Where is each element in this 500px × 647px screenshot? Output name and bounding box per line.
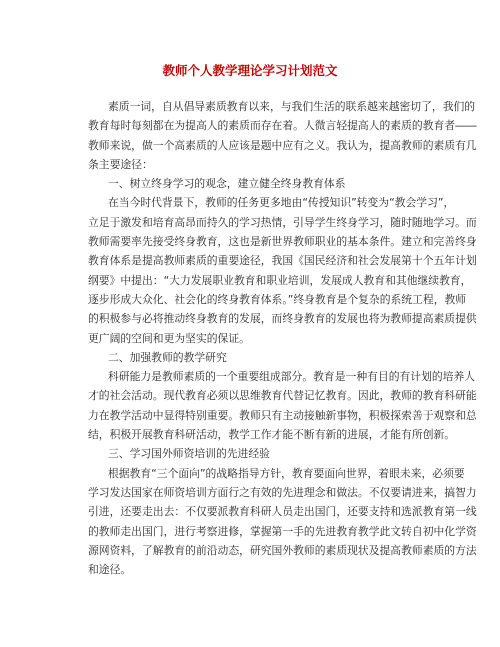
document-body bbox=[88, 97, 477, 579]
text-line: 结，积极开展教育科研活动，教学工作才能不断有新的进展，才能有所创新。 bbox=[88, 428, 456, 442]
text-line: 三、学习国外师资培训的先进经验 bbox=[108, 447, 270, 461]
text-line: 纲要》中提出：“大力发展职业教育和职业培训，发展成人教育和其他继续教育， bbox=[88, 273, 472, 287]
text-line: 的积极参与必将推动终身教育的发展，而终身教育的发展也将为教师提高素质提供 bbox=[88, 312, 477, 326]
text-line: 力在教学活动中显得特别重要。教师只有主动接触新事物，积极探索善于观察和总 bbox=[88, 408, 477, 422]
document-title: 教师个人教学理论学习计划范文 bbox=[162, 63, 338, 78]
text-line: 的教师走出国门，进行考察进修，掌握第一手的先进教育教学此文转自初中化学资 bbox=[88, 524, 477, 538]
text-line: 源网资料，了解教育的前沿动态，研究国外教师的素质现状及提高教师素质的方法 bbox=[88, 543, 477, 557]
text-line: 更广阔的空间和更为坚实的保证。 bbox=[88, 331, 250, 345]
text-line: 根据教育“三个面向”的战略指导方针，教育要面向世界，着眼未来，必须要 bbox=[108, 466, 465, 480]
text-line: 条主要途径： bbox=[88, 157, 153, 171]
text-line: 二、加强教师的教学研究 bbox=[108, 350, 227, 364]
text-line: 立足于激发和培育高昂而持久的学习热情，引导学生终身学习，随时随地学习。而 bbox=[88, 215, 477, 229]
text-line: 教育每时每刻都在为提高人的素质而存在着。人微言轻提高人的素质的教育者―― bbox=[88, 119, 477, 133]
text-line: 学习发达国家在师资培训方面行之有效的先进理念和做法。不仅要请进来，搞智力 bbox=[88, 485, 477, 499]
text-line: 和途径。 bbox=[88, 563, 132, 577]
text-line: 才的社会活动。现代教育必须以思维教育代替记忆教育。因此，教师的教育科研能 bbox=[88, 389, 477, 403]
text-line: 教师需要率先接受终身教育，这也是新世界教师职业的基本条件。建立和完善终身 bbox=[88, 235, 477, 249]
text-line: 教育体系是提高教师素质的重要途径，我国《国民经济和社会发展第十个五年计划 bbox=[88, 254, 477, 268]
text-line: 科研能力是教师素质的一个重要组成部分。教育是一种有目的有计划的培养人 bbox=[108, 370, 476, 384]
text-line: 素质一词，自从倡导素质教育以来，与我们生活的联系越来越密切了，我们的 bbox=[108, 100, 476, 113]
text-line: 在当今时代背景下，教师的任务更多地由“传授知识”转变为“教会学习”， bbox=[108, 196, 455, 210]
text-line: 一、树立终身学习的观念，建立健全终身教育体系 bbox=[108, 177, 346, 191]
text-line: 逐步形成大众化、社会化的终身教育体系。”终身教育是个复杂的系统工程，教师 bbox=[88, 292, 467, 306]
text-line: 引进，还要走出去：不仅要派教育科研人员走出国门，还要支持和选派教育第一线 bbox=[88, 505, 477, 519]
text-line: 教师来说，做一个高素质的人应该是题中应有之义。我认为，提高教师的素质有几 bbox=[88, 138, 477, 152]
